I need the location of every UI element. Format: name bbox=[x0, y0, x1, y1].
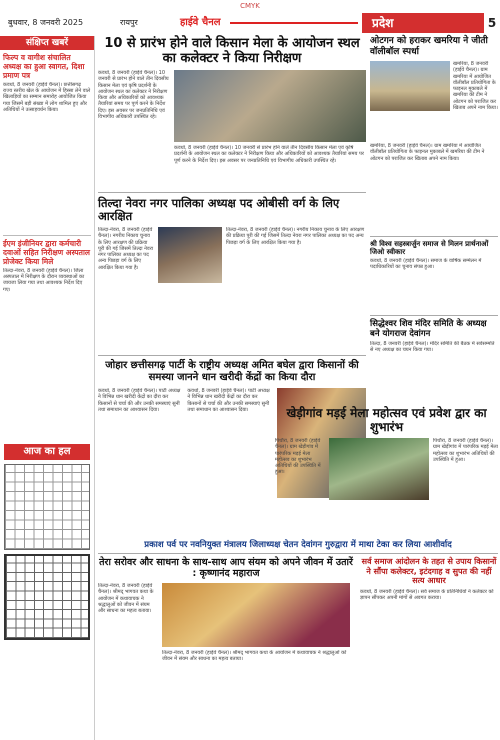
headline-sanyam: तेरा सरोवर और साधना के साथ-साथ आप संयम को अपने जीवन में उतारें : कृष्णानंद महाराज bbox=[99, 557, 353, 579]
city-name: रायपुर bbox=[120, 18, 138, 27]
cmyk-label: CMYK bbox=[240, 2, 260, 10]
headline-johar-party: जोहार छत्तीसगढ़ पार्टी के राष्ट्रीय अध्यक्ष अमित बघेल द्वारा किसानों की समस्या जानने धान खरीदी केंद्रों का किया दौरा bbox=[105, 360, 359, 383]
crossword-solution-grid bbox=[4, 464, 90, 550]
story-tilda-continued: तिल्दा-नेवरा, 8 जनवरी (हाईवे चैनल)। नगरीय निकाय चुनाव के लिए आरक्षण की प्रक्रिया पूरी की गई जिसमें तिल्दा नेवरा नगर पालिका अध्यक्ष का पद अन्य पिछड़ा वर्ग के लिए आरक्षित किया गया है। bbox=[226, 227, 365, 246]
page-header bbox=[0, 13, 500, 33]
headline-samaj: श्री विश्व सहस्त्रार्जुन समाज से मिलन प्रार्थनाओं जिओ स्वीकार bbox=[370, 240, 489, 256]
page-number: 5 bbox=[484, 13, 500, 33]
portrait-photo bbox=[158, 227, 222, 283]
brief1-body: कवर्धा, 8 जनवरी (हाईवे चैनल)। छत्तीसगढ़ राज्य स्तरीय खेल के आयोजन में हिस्सा लेने वाले खिलाड़ियों का सम्मान समारोह आयोजित किया गया जिसमें बड़ी संख्या में लोग शामिल हुए और अतिथियों ने उत्साहवर्धन किया। bbox=[3, 82, 91, 113]
headline-volleyball: ओटगन को हराकर खमरिया ने जीती वॉलीबॉल स्पर्धा bbox=[370, 36, 488, 57]
right-column bbox=[370, 36, 498, 411]
briefs-box-title: संक्षिप्त खबरें bbox=[0, 36, 94, 50]
headline-madai-mela: खेड़ीगांव मड़ई मेला महोत्सव एवं प्रवेश द्वार का शुभारंभ bbox=[286, 406, 487, 434]
story-johar-continued: कवर्धा, 8 जनवरी (हाईवे चैनल)। पार्टी अध्यक्ष ने विभिन्न धान खरीदी केंद्रों का दौरा कर किसानों से चर्चा की और उनकी समस्याएं सुनीं तथा समाधान का आश्वासन दिया। bbox=[187, 388, 270, 413]
left-column bbox=[0, 36, 95, 740]
section-title: प्रदेश bbox=[362, 13, 484, 33]
headline-tilda-reservation: तिल्दा नेवरा नगर पालिका अध्यक्ष पद ओबीसी वर्ग के लिए आरक्षित bbox=[98, 196, 340, 223]
story-madai-body: पिथौरा, 8 जनवरी (हाईवे चैनल)। ग्राम खेड़ीगांव में पारंपरिक मड़ई मेला महोत्सव का शुभारंभ अतिथियों की उपस्थिति में हुआ। bbox=[275, 438, 321, 476]
headline-gurudwara: प्रकाश पर्व पर नवनियुक्त मंत्रालय जिलाध्यक्ष चेतन देवांगन गुरुद्वारा में माथा टेका कर लिया आशीर्वाद bbox=[144, 540, 452, 550]
story-kisan-mela-body: कवर्धा, 8 जनवरी (हाईवे चैनल)। 10 जनवरी से प्रारंभ होने वाले तीन दिवसीय किसान मेला एवं कृषि प्रदर्शनी के आयोजन स्थल का कलेक्टर ने निरीक्षण किया और अधिकारियों को आवश्यक तैयारियां समय पर पूर्ण करने के निर्देश दिए। इस अवसर पर जनप्रतिनिधि एवं विभागीय अधिकारी उपस्थित रहे। bbox=[98, 70, 169, 121]
story-sanyam-body: तिल्दा-नेवरा, 8 जनवरी (हाईवे चैनल)। श्रीमद् भागवत कथा के आयोजन में कथावाचक ने श्रद्धालुओं को जीवन में संयम और साधना का महत्व बताया। bbox=[98, 583, 154, 615]
story-johar-body: कवर्धा, 8 जनवरी (हाईवे चैनल)। पार्टी अध्यक्ष ने विभिन्न धान खरीदी केंद्रों का दौरा कर किसानों से चर्चा की और उनकी समस्याएं सुनीं तथा समाधान का आश्वासन दिया। bbox=[98, 388, 181, 413]
puzzle-answers-title: आज का हल bbox=[4, 444, 90, 460]
headline-sarv-samaj: सर्व समाज आंदोलन के तहत से उपाय किसानों ने सौंपा कलेक्टर, इटंदगाह व सुपत की नहीं सत्य आधार bbox=[361, 557, 497, 585]
headline-shiv-mandir: सिद्धेश्वर शिव मंदिर समिति के अध्यक्ष बने योगराज देवांगन bbox=[370, 319, 487, 339]
sudoku-solution-grid bbox=[4, 554, 90, 640]
print-color-marker bbox=[0, 0, 500, 13]
story-kisan-mela-continued: कवर्धा, 8 जनवरी (हाईवे चैनल)। 10 जनवरी से प्रारंभ होने वाले तीन दिवसीय किसान मेला एवं कृषि प्रदर्शनी के आयोजन स्थल का कलेक्टर ने निरीक्षण किया और अधिकारियों को आवश्यक तैयारियां समय पर पूर्ण करने के निर्देश दिए। इस अवसर पर जनप्रतिनिधि एवं विभागीय अधिकारी उपस्थित रहे। bbox=[174, 145, 364, 164]
story-shiv-mandir-body: तिल्दा, 8 जनवरी (हाईवे चैनल)। मंदिर समिति की बैठक में सर्वसम्मति से नए अध्यक्ष का चयन किया गया। bbox=[370, 341, 495, 354]
mela-gate-photo bbox=[329, 438, 429, 500]
story-samaj-body: कवर्धा, 8 जनवरी (हाईवे चैनल)। समाज के वार्षिक सम्मेलन में पदाधिकारियों का चुनाव संपन्न हुआ। bbox=[370, 258, 482, 271]
story-sanyam-continued: तिल्दा-नेवरा, 8 जनवरी (हाईवे चैनल)। श्रीमद् भागवत कथा के आयोजन में कथावाचक ने श्रद्धालुओं को जीवन में संयम और साधना का महत्व बताया। bbox=[162, 650, 347, 663]
headline-kisan-mela: 10 से प्रारंभ होने वाले किसान मेला के आयोजन स्थल का कलेक्टर ने किया निरीक्षण bbox=[104, 36, 360, 66]
divider bbox=[3, 235, 91, 236]
story-tilda-body: तिल्दा-नेवरा, 8 जनवरी (हाईवे चैनल)। नगरीय निकाय चुनाव के लिए आरक्षण की प्रक्रिया पूरी की गई जिसमें तिल्दा नेवरा नगर पालिका अध्यक्ष का पद अन्य पिछड़ा वर्ग के लिए आरक्षित किया गया है। bbox=[98, 227, 154, 271]
brief2-body: तिल्दा-नेवरा, 8 जनवरी (हाईवे चैनल)। जिला अस्पताल में निरीक्षण के दौरान व्यवस्थाओं का जायजा लिया गया तथा आवश्यक निर्देश दिए गए। bbox=[3, 268, 85, 293]
header-divider bbox=[230, 22, 358, 24]
bottom-section bbox=[98, 540, 498, 729]
newspaper-brand: हाईवे चैनल bbox=[180, 17, 221, 28]
madai-mela-story bbox=[275, 406, 498, 538]
story-sarv-samaj-body: कवर्धा, 8 जनवरी (हाईवे चैनल)। सर्व समाज के प्रतिनिधियों ने कलेक्टर को ज्ञापन सौंपकर अपनी मांगों से अवगत कराया। bbox=[360, 588, 494, 601]
story-volleyball-body: खमरिया, 8 जनवरी (हाईवे चैनल)। ग्राम खमरिया में आयोजित वॉलीबॉल प्रतियोगिता के फाइनल मुकाबले में खमरिया की टीम ने ओटगन को पराजित कर खिताब अपने नाम किया। bbox=[370, 143, 485, 162]
inspection-photo bbox=[174, 70, 366, 142]
brief1-headline: फिल्प व वागीश संचालित अध्यक्ष का हुआ स्वागत, दिशा प्रमाण पत्र bbox=[3, 53, 85, 80]
brief2-headline: ईएम इंजीनियर द्वारा कर्मचारी दवाओं सहित निरीक्षण अस्पताल प्रोजेक्ट किया मिले bbox=[3, 239, 90, 266]
story-madai-continued: पिथौरा, 8 जनवरी (हाईवे चैनल)। ग्राम खेड़ीगांव में पारंपरिक मड़ई मेला महोत्सव का शुभारंभ अतिथियों की उपस्थिति में हुआ। bbox=[433, 438, 498, 463]
katha-photo bbox=[162, 583, 350, 647]
volleyball-photo bbox=[370, 61, 450, 111]
issue-date: बुधवार, 8 जनवरी 2025 bbox=[8, 18, 84, 27]
story-volleyball-side: खमरिया, 8 जनवरी (हाईवे चैनल)। ग्राम खमरिया में आयोजित वॉलीबॉल प्रतियोगिता के फाइनल मुकाबले में खमरिया की टीम ने ओटगन को पराजित कर खिताब अपने नाम किया। bbox=[453, 61, 498, 112]
